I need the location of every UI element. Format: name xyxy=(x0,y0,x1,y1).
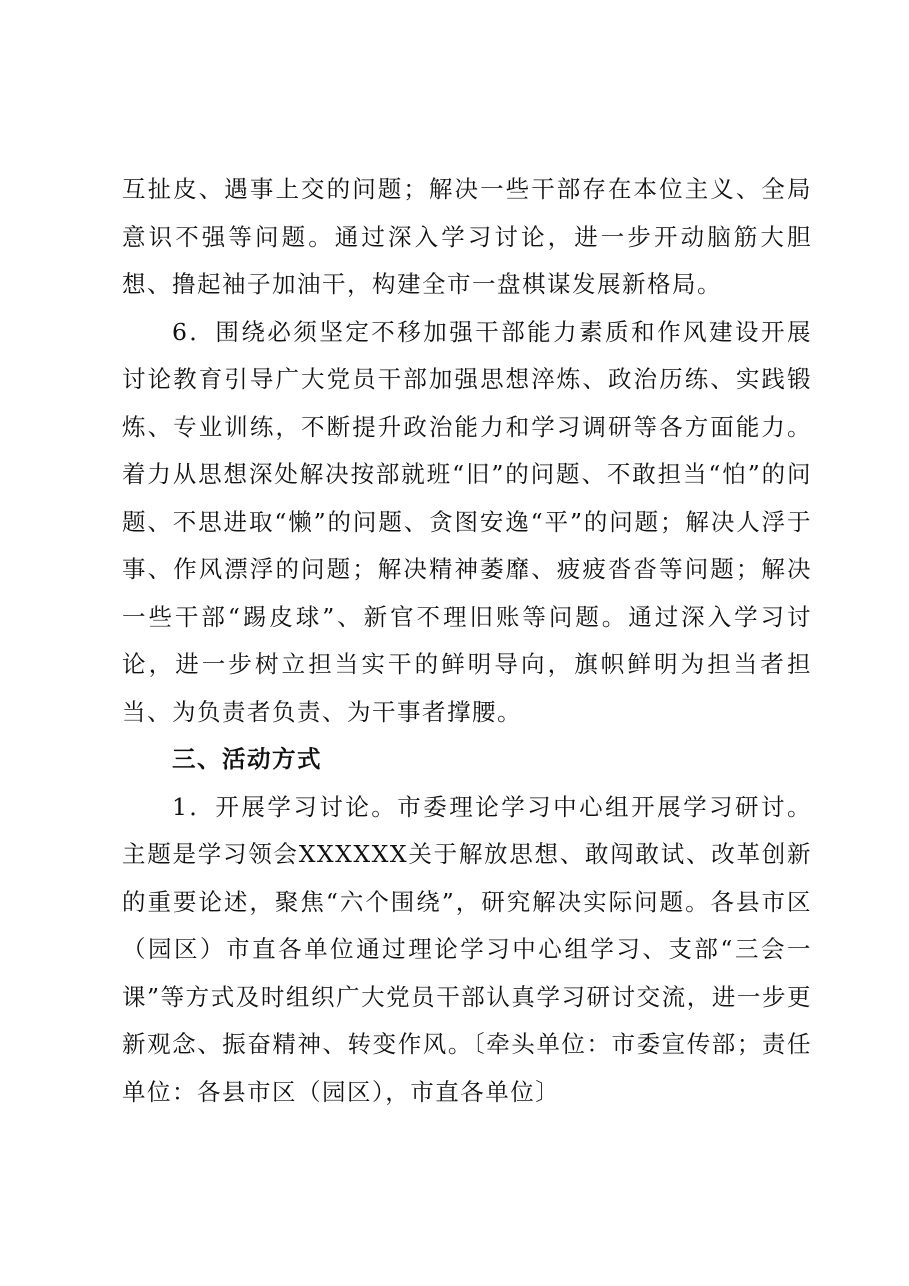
section-heading: 三、活动方式 xyxy=(172,745,322,773)
paragraph-continuation: 互扯皮、遇事上交的问题；解决一些干部存在本位主义、全局意识不强等问题。通过深入学习讨论，进一步开动脑筋大胆想、撸起袖子加油干，构建全市一盘棋谋发展新格局。 xyxy=(122,175,812,298)
paragraph-item-1: 1．开展学习讨论。市委理论学习中心组开展学习研讨。主题是学习领会XXXXXX关于解放思想、敢闯敢试、改革创新的重要论述，聚焦“六个围绕”，研究解决实际问题。各县市区（园区）市直各单位通过理论学习中心组学习、支部“三会一课”等方式及时组织广大党员干部认真学习研讨交流，进一步更新观念、振奋精神、转变作风。〔牵头单位：市委宣传部；责任单位：各县市区（园区），市直各单位〕 xyxy=(122,792,812,1106)
paragraph-item-6: 6．围绕必须坚定不移加强干部能力素质和作风建设开展讨论教育引导广大党员干部加强思想淬炼、政治历练、实践锻炼、专业训练，不断提升政治能力和学习调研等各方面能力。着力从思想深处解决按部就班“旧”的问题、不敢担当“怕”的问题、不思进取“懒”的问题、贪图安逸“平”的问题；解决人浮于事、作风漂浮的问题；解决精神萎靡、疲疲沓沓等问题；解决一些干部“踢皮球”、新官不理旧账等问题。通过深入学习讨论，进一步树立担当实干的鲜明导向，旗帜鲜明为担当者担当、为负责者负责、为干事者撑腰。 xyxy=(122,317,812,726)
document-body xyxy=(122,166,812,1116)
